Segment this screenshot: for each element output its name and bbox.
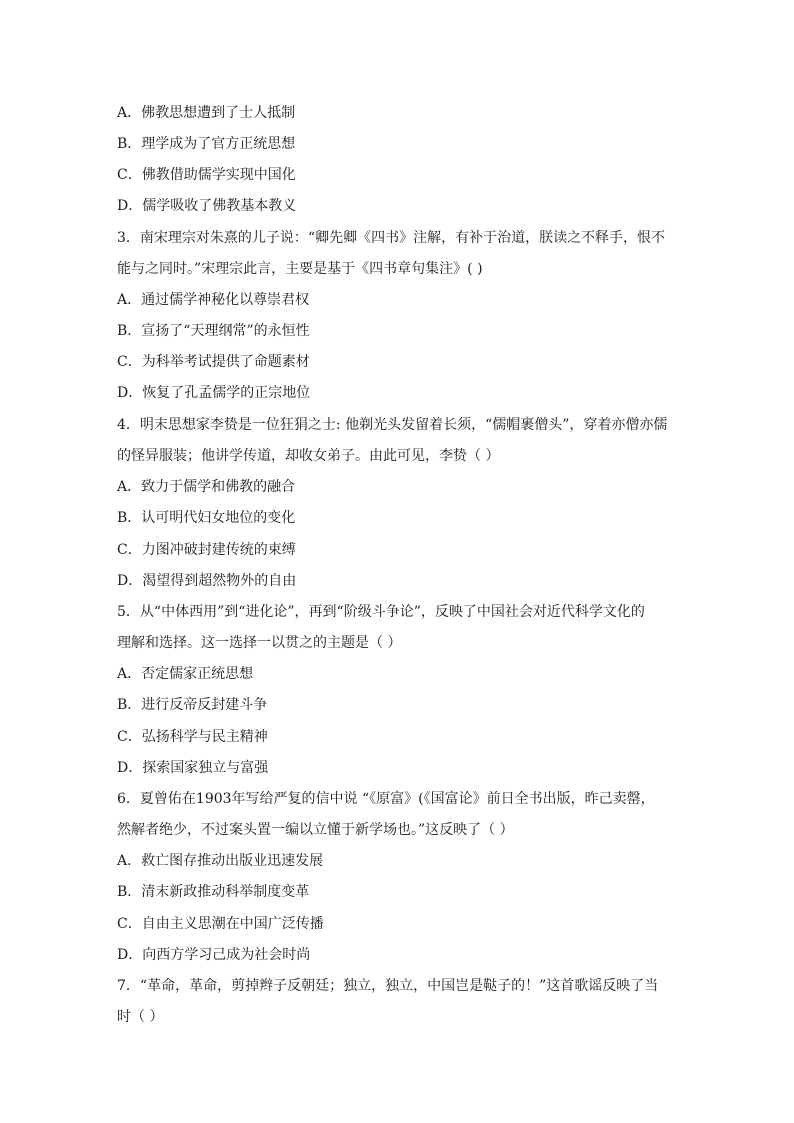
q5-stem-line1: 5．从“中体西用”到“进化论”，再到“阶级斗争论”，反映了中国社会对近代科学文化的	[117, 604, 645, 620]
q6-stem-line2: 然解者绝少，不过案头置一编以立懂于新学场也。”这反映了（ ）	[117, 822, 514, 838]
q5-option-c: C．弘扬科学与民主精神	[117, 729, 268, 745]
q3-option-b: B．宣扬了“天理纲常”的永恒性	[117, 323, 310, 339]
q3-option-d: D．恢复了孔孟儒学的正宗地位	[117, 385, 311, 401]
q7-stem-line2: 时（ ）	[117, 1009, 164, 1025]
q5-option-b: B．进行反帝反封建斗争	[117, 697, 268, 713]
q4-stem-line2: 的怪异服装；他讲学传道，却收女弟子。由此可见，李贽（ ）	[117, 448, 500, 464]
q2-option-a: A．佛教思想遭到了士人抵制	[117, 105, 296, 121]
q6-option-d: D．向西方学习己成为社会时尚	[117, 947, 311, 963]
q4-option-a: A．致力于儒学和佛教的融合	[117, 479, 296, 495]
q4-stem-line1: 4．明末思想家李贽是一位狂狷之士: 他剃光头发留着长须，“儒帽裹僧头”，穿着亦僧亦儒	[117, 417, 668, 433]
q2-option-c: C．佛教借助儒学实现中国化	[117, 167, 296, 183]
q5-option-d: D．探索国家独立与富强	[117, 760, 269, 776]
q3-stem-line1: 3．南宋理宗对朱熹的儿子说：“卿先卿《四书》注解，有补于治道，朕读之不释手，恨不	[117, 230, 666, 246]
q6-option-a: A．救亡图存推动出版业迅速发展	[117, 853, 324, 869]
q6-option-c: C．自由主义思潮在中国广泛传播	[117, 916, 324, 932]
q3-option-c: C．为科举考试提供了命题素材	[117, 354, 310, 370]
q3-option-a: A．通过儒学神秘化以尊崇君权	[117, 292, 310, 308]
q2-option-b: B．理学成为了官方正统思想	[117, 136, 296, 152]
q3-stem-line2: 能与之同时。”宋理宗此言，主要是基于《四书章句集注》( )	[117, 261, 483, 277]
q4-option-c: C．力图冲破封建传统的束缚	[117, 542, 296, 558]
q7-stem-line1: 7．“革命，革命，剪掉辫子反朝廷；独立，独立，中国岂是鞑子的！”这首歌谣反映了当	[117, 978, 659, 994]
q5-option-a: A．否定儒家正统思想	[117, 666, 254, 682]
q4-option-b: B．认可明代妇女地位的变化	[117, 510, 296, 526]
q5-stem-line2: 理解和选择。这一选择一以贯之的主题是（ ）	[117, 635, 402, 651]
q2-option-d: D．儒学吸收了佛教基本教义	[117, 198, 297, 214]
q6-option-b: B．清末新政推动科举制度变革	[117, 884, 310, 900]
q6-stem-line1: 6．夏曾佑在1903年写给严复的信中说 “《原富》(《国富论》前日全书出版，昨己卖罄，	[117, 791, 655, 807]
q4-option-d: D．渴望得到超然物外的自由	[117, 573, 297, 589]
